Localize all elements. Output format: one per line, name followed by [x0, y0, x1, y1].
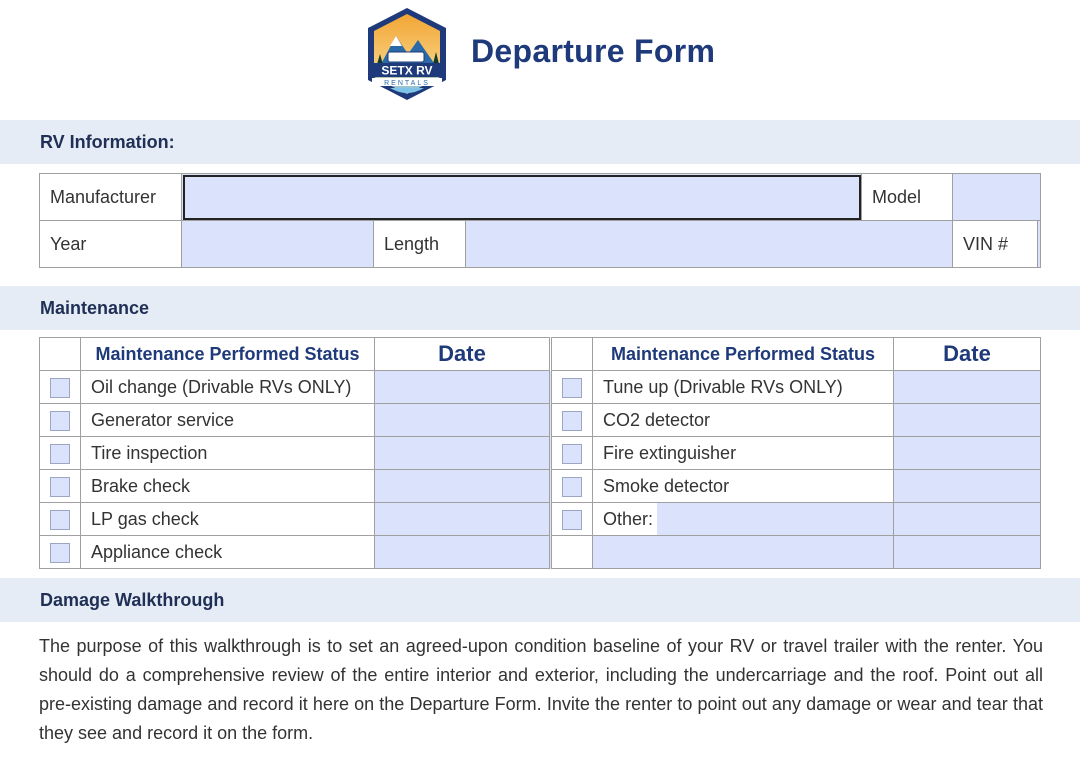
blank-cell — [551, 536, 593, 569]
header-status-left: Maintenance Performed Status — [81, 338, 375, 371]
section-band-rv-info — [0, 120, 1080, 164]
model-label: Model — [862, 174, 953, 221]
tire-inspection-checkbox[interactable] — [50, 444, 70, 464]
lp-gas-check-checkbox[interactable] — [50, 510, 70, 530]
tune-up-label: Tune up (Drivable RVs ONLY) — [593, 371, 894, 404]
fire-extinguisher-label: Fire extinguisher — [593, 437, 894, 470]
rv-info-table — [39, 173, 1041, 268]
table-row — [40, 470, 1041, 503]
other-label: Other: — [603, 508, 654, 529]
section-band-maintenance — [0, 286, 1080, 330]
co2-detector-date-field[interactable] — [894, 404, 1041, 437]
brake-check-date-field[interactable] — [375, 470, 551, 503]
page-title: Departure Form — [471, 33, 716, 69]
section-title-damage: Damage Walkthrough — [40, 590, 225, 610]
vin-field[interactable] — [1038, 221, 1041, 268]
generator-service-label: Generator service — [81, 404, 375, 437]
damage-walkthrough-text: The purpose of this walkthrough is to set an agreed-upon condition baseline of your RV or travel trailer with the renter. You should do a comprehensive review of the entire interior and exterior, including the undercarriage and the roof. Point out all pre-existing damage and record it here on the Departure Form. Invite the renter to point out any damage or wear and tear that they see and record it on the form. — [39, 636, 1043, 743]
form-header — [0, 0, 1080, 115]
tune-up-date-field[interactable] — [894, 371, 1041, 404]
header-blank-right — [551, 338, 593, 371]
logo-text-top: SETX RV — [381, 63, 433, 78]
table-row — [40, 536, 1041, 569]
manufacturer-field[interactable] — [182, 174, 862, 221]
lp-gas-check-date-field[interactable] — [375, 503, 551, 536]
vin-label: VIN # — [953, 221, 1038, 268]
year-field[interactable] — [182, 221, 374, 268]
table-row — [40, 437, 1041, 470]
fire-extinguisher-date-field[interactable] — [894, 437, 1041, 470]
appliance-check-label: Appliance check — [81, 536, 375, 569]
brake-check-checkbox[interactable] — [50, 477, 70, 497]
fire-extinguisher-checkbox[interactable] — [562, 444, 582, 464]
appliance-check-checkbox[interactable] — [50, 543, 70, 563]
year-label: Year — [40, 221, 182, 268]
header-date-right: Date — [894, 338, 1041, 371]
length-label: Length — [374, 221, 466, 268]
section-band-damage — [0, 578, 1080, 622]
tire-inspection-date-field[interactable] — [375, 437, 551, 470]
other-date-field[interactable] — [894, 503, 1041, 536]
maintenance-table — [39, 337, 1041, 569]
setx-rv-rentals-logo — [362, 6, 452, 102]
smoke-detector-checkbox[interactable] — [562, 477, 582, 497]
other-text-field[interactable] — [657, 503, 893, 535]
table-row — [40, 371, 1041, 404]
tire-inspection-label: Tire inspection — [81, 437, 375, 470]
length-field[interactable] — [466, 221, 953, 268]
extra-date-field[interactable] — [894, 536, 1041, 569]
generator-service-checkbox[interactable] — [50, 411, 70, 431]
section-title-maintenance: Maintenance — [40, 298, 150, 318]
co2-detector-label: CO2 detector — [593, 404, 894, 437]
header-status-right: Maintenance Performed Status — [593, 338, 894, 371]
table-row — [40, 503, 1041, 536]
manufacturer-label: Manufacturer — [40, 174, 182, 221]
appliance-check-date-field[interactable] — [375, 536, 551, 569]
oil-change-label: Oil change (Drivable RVs ONLY) — [81, 371, 375, 404]
brake-check-label: Brake check — [81, 470, 375, 503]
logo-text-bottom: RENTALS — [384, 80, 430, 87]
model-field[interactable] — [953, 174, 1041, 221]
header-blank-left — [40, 338, 81, 371]
oil-change-date-field[interactable] — [375, 371, 551, 404]
extra-item-field[interactable] — [593, 536, 894, 569]
header-date-left: Date — [375, 338, 551, 371]
section-title-rv-info: RV Information: — [40, 132, 175, 152]
lp-gas-check-label: LP gas check — [81, 503, 375, 536]
smoke-detector-label: Smoke detector — [593, 470, 894, 503]
smoke-detector-date-field[interactable] — [894, 470, 1041, 503]
table-row — [40, 404, 1041, 437]
other-checkbox[interactable] — [562, 510, 582, 530]
generator-service-date-field[interactable] — [375, 404, 551, 437]
tune-up-checkbox[interactable] — [562, 378, 582, 398]
co2-detector-checkbox[interactable] — [562, 411, 582, 431]
oil-change-checkbox[interactable] — [50, 378, 70, 398]
